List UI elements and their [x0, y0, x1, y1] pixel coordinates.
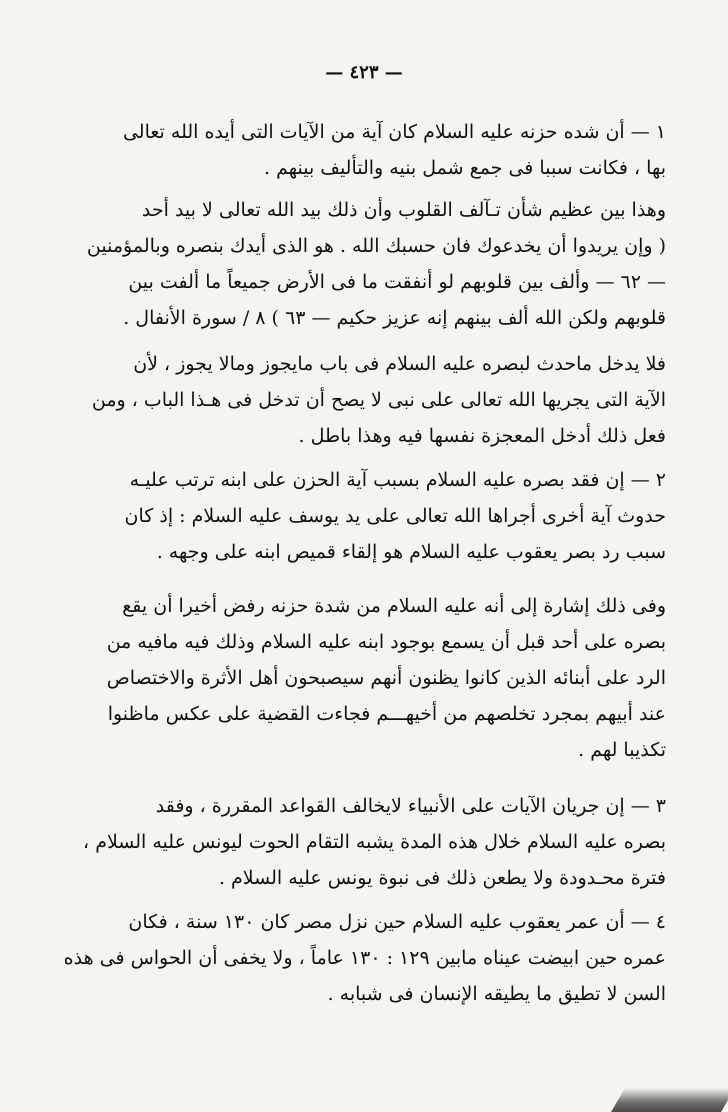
page-number: — ٤٢٣ —	[325, 62, 403, 83]
paragraph-7	[46, 904, 666, 1012]
text-line: ٣ — إن جريان الآيات على الأنبياء لايخالف القواعد المقررة ، وفقد	[155, 795, 666, 817]
text-line: السن لا تطيق ما يطيقه الإنسان فى شبابه .	[327, 983, 666, 1005]
text-line: ١ — أن شده حزنه عليه السلام كان آية من الآيات التى أيده الله تعالى	[122, 121, 666, 143]
text-line: قلوبهم ولكن الله ألف بينهم إنه عزيز حكيم — ٦٣ ) ٨ / سورة الأنفال .	[123, 307, 666, 329]
text-line: ٢ — إن فقد بصره عليه السلام بسبب آية الحزن على ابنه ترتب عليـه	[129, 469, 666, 491]
text-line: فترة محـدودة ولا يطعن ذلك فى نبوة يونس عليه السلام .	[218, 867, 666, 889]
text-line: بصره عليه السلام خلال هذه المدة يشبه التقام الحوت ليونس عليه السلام ،	[83, 831, 666, 853]
text-line: بها ، فكانت سببا فى جمع شمل بنيه والتأليف بينهم .	[264, 157, 666, 179]
text-line: حدوث آية أخرى أجراها الله تعالى على يد يوسف عليه السلام : إذ كان	[124, 505, 666, 527]
text-line: ٤ — أن عمر يعقوب عليه السلام حين نزل مصر كان ١٣٠ سنة ، فكان	[128, 911, 666, 933]
paragraph-3	[46, 346, 666, 454]
text-line: عمره حين ابيضت عيناه مابين ١٢٩ : ١٣٠ عاماً ، ولا يخفى أن الحواس فى هذه	[63, 947, 666, 969]
text-line: سبب رد بصر يعقوب عليه السلام هو إلقاء قميص ابنه على وجهه .	[156, 541, 666, 563]
text-line: وهذا بين عظيم شأن تـآلف القلوب وأن ذلك بيد الله تعالى لا بيد أحد	[141, 199, 666, 221]
page-edge-shadow	[611, 1088, 728, 1112]
paragraph-5	[46, 588, 666, 768]
text-line: عند أبيهم بمجرد تخلصهم من أخيهـــم فجاءت القضية على عكس ماظنوا	[107, 703, 666, 725]
text-line: فلا يدخل ماحدث لبصره عليه السلام فى باب مايجوز ومالا يجوز ، لأن	[133, 353, 666, 375]
paragraph-2	[46, 192, 666, 336]
text-line: وفى ذلك إشارة إلى أنه عليه السلام من شدة حزنه رفض أخيرا أن يقع	[122, 595, 666, 617]
text-line: — ٦٢ — وألف بين قلوبهم لو أنفقت ما فى الأرض جميعاً ما ألفت بين	[128, 271, 666, 293]
text-line: تكذيبا لهم .	[578, 739, 666, 761]
text-line: فعل ذلك أدخل المعجزة نفسها فيه وهذا باطل .	[298, 425, 666, 447]
text-line: الآية التى يجريها الله تعالى على نبى لا يصح أن تدخل فى هـذا الباب ، ومن	[91, 389, 666, 411]
text-line: ( وإن يريدوا أن يخدعوك فان حسبك الله . هو الذى أيدك بنصره وبالمؤمنين	[86, 235, 666, 257]
paragraph-6	[46, 788, 666, 896]
text-line: الرد على أبنائه الذين كانوا يظنون أنهم سيصبحون أهل الأثرة والاختصاص	[106, 667, 666, 689]
paragraph-1	[46, 114, 666, 186]
paragraph-4	[46, 462, 666, 570]
text-line: بصره على أحد قبل أن يسمع بوجود ابنه عليه السلام وذلك فيه مافيه من	[106, 631, 666, 653]
